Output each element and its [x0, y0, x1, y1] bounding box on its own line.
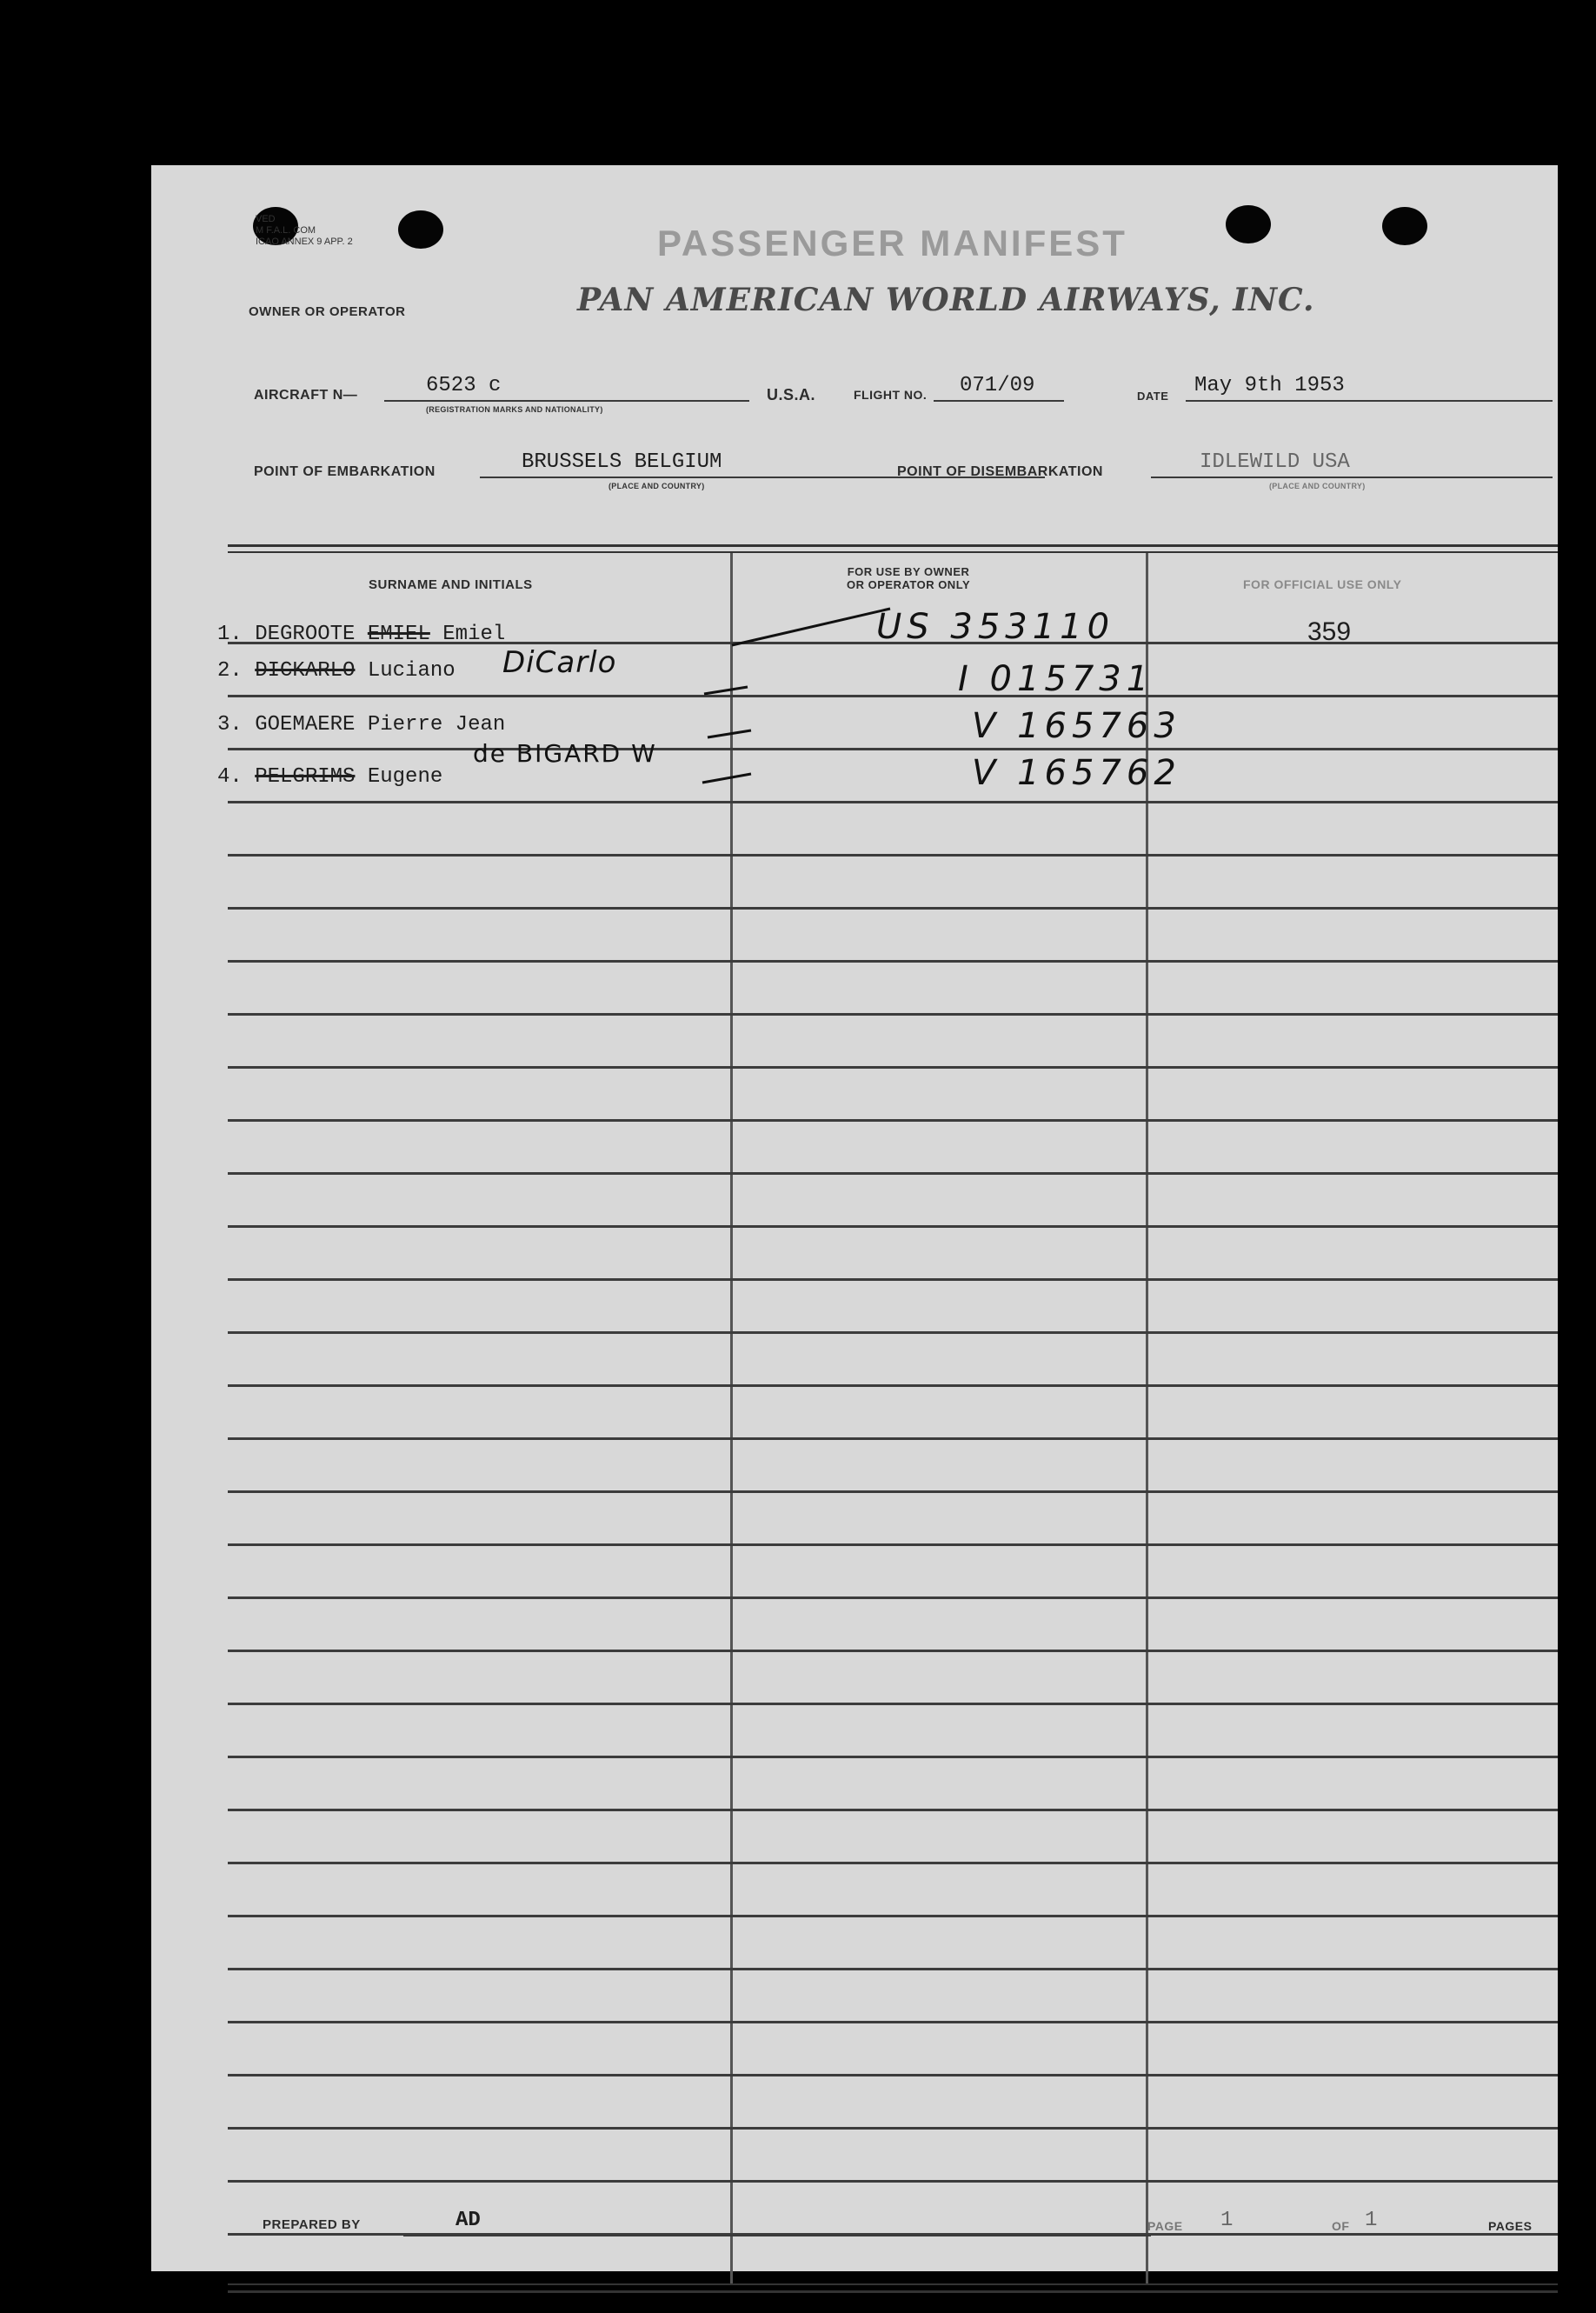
table-top-rule [228, 551, 1558, 553]
aircraft-sublabel: (REGISTRATION MARKS AND NATIONALITY) [426, 405, 603, 414]
column-divider [1146, 553, 1148, 2283]
passenger-struck-name: PELGRIMS [255, 765, 356, 789]
pages-label: PAGES [1488, 2219, 1533, 2233]
ruled-line [228, 2180, 1558, 2183]
ruled-line [228, 1384, 1558, 1387]
date-label: DATE [1137, 390, 1169, 403]
of-label: OF [1332, 2219, 1350, 2233]
ruled-line [228, 1331, 1558, 1334]
ruled-line [228, 1809, 1558, 1811]
passenger-row [217, 765, 442, 789]
ruled-line [228, 1225, 1558, 1228]
embarkation-place: BRUSSELS BELGIUM [522, 450, 722, 474]
ruled-line [228, 854, 1558, 857]
table-top-rule [228, 544, 1558, 547]
dash-stroke [704, 687, 748, 694]
ruled-line [228, 2127, 1558, 2130]
approval-stamp [256, 214, 353, 248]
passenger-surname: GOEMAERE [255, 713, 356, 737]
flight-number: 071/09 [960, 374, 1035, 397]
column-header-names: SURNAME AND INITIALS [369, 577, 533, 592]
passenger-surname: DEGROOTE [255, 623, 356, 646]
ruled-line [228, 1490, 1558, 1493]
passenger-struck-name: EMIEL [367, 623, 430, 646]
flight-label: FLIGHT NO. [854, 388, 928, 402]
ruled-line [228, 1013, 1558, 1016]
aircraft-label: AIRCRAFT N— [254, 388, 358, 403]
disembarkation-place: IDLEWILD USA [1200, 450, 1350, 474]
punch-hole [1382, 207, 1427, 245]
punch-hole [1226, 205, 1271, 243]
prepared-by-value: AD [456, 2209, 481, 2232]
ruled-line [228, 1650, 1558, 1652]
ruled-line [228, 2021, 1558, 2023]
column-header-official: FOR OFFICIAL USE ONLY [1243, 577, 1402, 591]
ruled-line [228, 907, 1558, 910]
disembarkation-label: POINT OF DISEMBARKATION [897, 464, 1103, 479]
passenger-document: US 353110 [876, 607, 1115, 647]
passenger-number: 3. [217, 713, 243, 737]
table-bottom-rule [228, 2290, 1558, 2293]
ruled-line [228, 2074, 1558, 2076]
owner-use-line: FOR USE BY OWNER [847, 565, 970, 578]
ruled-line [228, 1756, 1558, 1758]
handwritten-marks [690, 600, 1038, 826]
stamp-line: ICAO ANNEX 9 APP. 2 [256, 237, 353, 247]
owner-use-line: OR OPERATOR ONLY [847, 578, 971, 591]
embarkation-label: POINT OF EMBARKATION [254, 464, 436, 479]
flight-date: May 9th 1953 [1194, 374, 1345, 397]
passenger-struck-name: DICKARLO [255, 659, 356, 683]
page-number: 1 [1220, 2209, 1234, 2232]
passenger-number: 1. [217, 623, 243, 646]
ruled-line [228, 1066, 1558, 1069]
airline-name: PAN AMERICAN WORLD AIRWAYS, INC. [577, 282, 1315, 318]
passenger-number: 4. [217, 765, 243, 789]
total-pages: 1 [1365, 2209, 1378, 2232]
usa-label: U.S.A. [767, 386, 816, 403]
owner-label: OWNER OR OPERATOR [249, 304, 406, 319]
prepared-underline [403, 2235, 1151, 2236]
ruled-line [228, 1437, 1558, 1440]
page-label: PAGE [1147, 2219, 1183, 2233]
page-title: PASSENGER MANIFEST [657, 223, 1127, 263]
ruled-line [228, 1915, 1558, 1917]
date-underline [1186, 400, 1553, 402]
prepared-by-label: PREPARED BY [263, 2217, 361, 2232]
punch-hole [398, 210, 443, 249]
disembarkation-underline [1151, 477, 1553, 478]
ruled-line [228, 1862, 1558, 1864]
aircraft-underline [384, 400, 749, 402]
ruled-line [228, 1968, 1558, 1970]
flight-underline [934, 400, 1064, 402]
passenger-row [217, 713, 505, 737]
passenger-handwritten-correction: de BIGARD W [473, 739, 657, 768]
passenger-number: 2. [217, 659, 243, 683]
ruled-line [228, 960, 1558, 963]
ruled-line [228, 1703, 1558, 1705]
passenger-document: I 015731 [958, 659, 1154, 699]
passenger-row [217, 659, 456, 683]
stamp-line: M F.A.L. COM [256, 225, 316, 236]
column-header-owner [847, 565, 970, 591]
ruled-line [228, 1172, 1558, 1175]
dash-stroke [702, 774, 751, 783]
passenger-given-name: Luciano [367, 659, 456, 683]
passenger-given-name: Eugene [367, 765, 443, 789]
passenger-handwritten-correction: DiCarlo [502, 645, 617, 680]
dash-stroke [708, 730, 751, 737]
ruled-line [228, 1119, 1558, 1122]
ruled-line [228, 1278, 1558, 1281]
aircraft-registration: 6523 c [426, 374, 502, 397]
ruled-line [228, 1543, 1558, 1546]
disembarkation-sublabel: (PLACE AND COUNTRY) [1269, 482, 1366, 490]
passenger-given-name: Pierre Jean [367, 713, 506, 737]
passenger-document: V 165763 [972, 706, 1181, 746]
manifest-sheet [151, 165, 1558, 2271]
ruled-line [228, 1596, 1558, 1599]
check-stroke [732, 609, 890, 645]
passenger-document: V 165762 [972, 753, 1181, 793]
passenger-row [217, 623, 505, 646]
passenger-given-name: Emiel [442, 623, 506, 646]
official-number: 359 [1307, 617, 1352, 646]
table-bottom-rule [228, 2283, 1558, 2285]
stamp-line: VED [256, 214, 276, 224]
embarkation-sublabel: (PLACE AND COUNTRY) [608, 482, 705, 490]
